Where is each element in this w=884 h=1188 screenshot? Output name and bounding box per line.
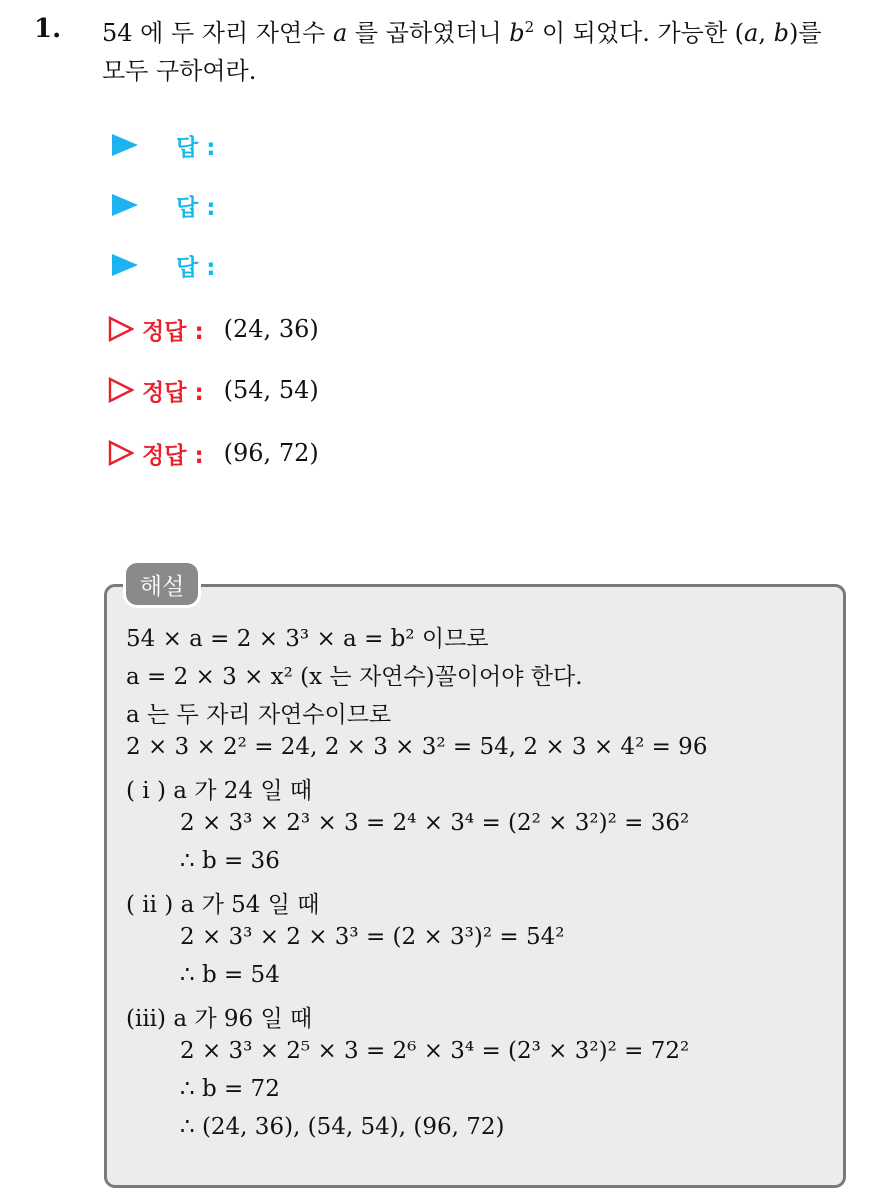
exponent: 2 [524, 18, 535, 36]
solution-line-9: 2 × 3³ × 2 × 3³ = (2 × 3³)² = 54² [180, 924, 565, 950]
solution-case-3: (iii) a 가 96 일 때 [126, 1006, 313, 1032]
correct-answer-row-2 [108, 370, 319, 410]
solution-tab: 해설 [126, 563, 198, 605]
variable-b: b [773, 19, 789, 47]
correct-answer-row-3 [108, 433, 319, 473]
question-text-part: 이 되었다. 가능한 ( [534, 19, 745, 47]
variable-a: a [744, 19, 759, 47]
solution-case-2: ( ii ) a 가 54 일 때 [126, 892, 320, 918]
correct-value: (24, 36) [223, 315, 319, 343]
answer-row-3[interactable] [108, 245, 215, 285]
filled-triangle-icon [112, 134, 138, 156]
variable-b: b [509, 19, 525, 47]
question-text-part: 54 에 두 자리 자연수 [102, 19, 333, 47]
solution-line-2: a = 2 × 3 × x² (x 는 자연수)꼴이어야 한다. [126, 664, 583, 690]
solution-line-7: ∴ b = 36 [180, 848, 280, 874]
question-number: 1. [34, 14, 62, 44]
answer-label: 답 : [176, 254, 216, 281]
answer-label: 답 : [176, 134, 216, 161]
solution-line-13: ∴ b = 72 [180, 1076, 280, 1102]
solution-line-1: 54 × a = 2 × 3³ × a = b² 이므로 [126, 626, 489, 652]
question-text-part: )를 [788, 19, 822, 47]
outline-triangle-icon [108, 377, 134, 403]
comma: , [758, 19, 774, 47]
solution-line-4: 2 × 3 × 2² = 24, 2 × 3 × 3² = 54, 2 × 3 × 4² = 96 [126, 734, 708, 760]
correct-label: 정답 : [142, 442, 204, 469]
filled-triangle-icon [112, 254, 138, 276]
variable-a: a [332, 19, 348, 47]
outline-triangle-icon [108, 316, 134, 342]
filled-triangle-icon [112, 194, 138, 216]
answer-row-2[interactable] [108, 185, 215, 225]
correct-answer-row-1 [108, 309, 319, 349]
correct-label: 정답 : [142, 379, 204, 406]
solution-line-6: 2 × 3³ × 2³ × 3 = 2⁴ × 3⁴ = (2² × 3²)² = 36² [180, 810, 690, 836]
solution-line-12: 2 × 3³ × 2⁵ × 3 = 2⁶ × 3⁴ = (2³ × 3²)² = 72² [180, 1038, 690, 1064]
correct-value: (96, 72) [223, 439, 319, 467]
solution-line-3: a 는 두 자리 자연수이므로 [126, 702, 392, 728]
question-text-line2: 모두 구하여라. [102, 57, 257, 85]
correct-value: (54, 54) [223, 376, 319, 404]
answer-row-1[interactable] [108, 125, 215, 165]
correct-label: 정답 : [142, 318, 204, 345]
outline-triangle-icon [108, 440, 134, 466]
question-text [102, 14, 872, 90]
solution-case-1: ( i ) a 가 24 일 때 [126, 778, 313, 804]
solution-final-answer: ∴ (24, 36), (54, 54), (96, 72) [180, 1114, 505, 1140]
question-text-part: 를 곱하였더니 [347, 19, 510, 47]
solution-line-10: ∴ b = 54 [180, 962, 280, 988]
answer-label: 답 : [176, 194, 216, 221]
